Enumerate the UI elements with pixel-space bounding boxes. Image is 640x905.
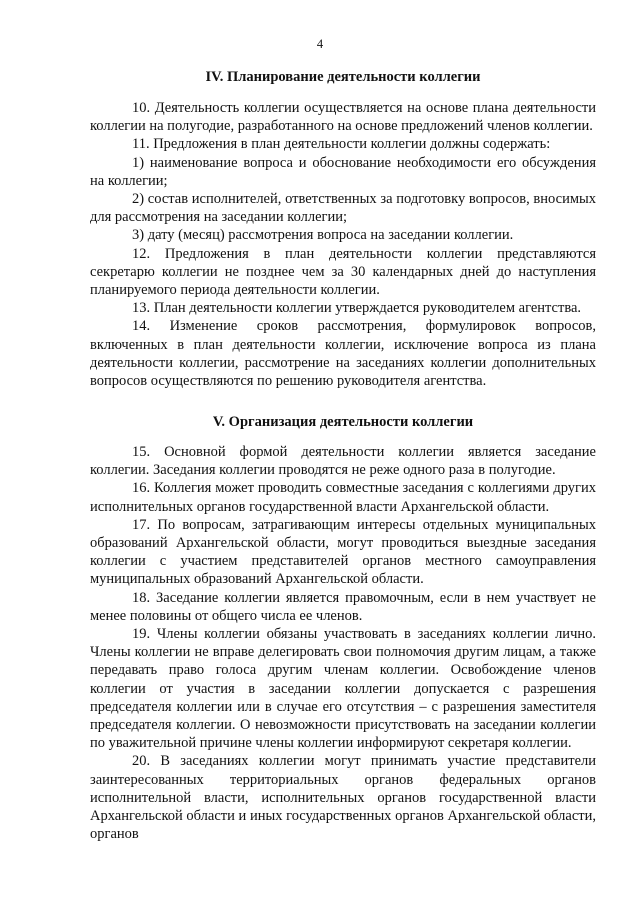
paragraph-20: 20. В заседаниях коллегии могут принимать участие представители заинтересованных территориальных органов федеральных органов исполнительной власти, исполнительных органов государственной власти Архангельской области и иных государственных органов Архангельской области, органов bbox=[90, 753, 596, 843]
paragraph-10: 10. Деятельность коллегии осуществляется на основе плана деятельности коллегии на полугодие, разработанного на основе предложений членов коллегии. bbox=[90, 100, 596, 135]
paragraph-11-item-1: 1) наименование вопроса и обоснование необходимости его обсуждения на коллегии; bbox=[90, 154, 596, 189]
section-organization-body bbox=[90, 443, 596, 843]
paragraph-15: 15. Основной формой деятельности коллегии является заседание коллегии. Заседания коллегии проводятся не реже одного раза в полугодие. bbox=[90, 444, 596, 479]
paragraph-17: 17. По вопросам, затрагивающим интересы отдельных муниципальных образований Архангельской области, могут проводиться выездные заседания коллегии с участием представителей органов местного самоуправления муниципальных образований Архангельской области. bbox=[90, 516, 596, 588]
paragraph-19: 19. Члены коллегии обязаны участвовать в заседаниях коллегии лично. Члены коллегии не вправе делегировать свои полномочия другим лицам, а также передавать право голоса другим членам коллегии. Освобождение членов коллегии от участия в заседании коллегии допускается с разрешения председателя коллегии или в случае его отсутствия – с разрешения заместителя председателя коллегии. О невозможности присутствовать на заседании коллегии по уважительной причине члены коллегии информируют секретаря коллегии. bbox=[90, 626, 596, 752]
paragraph-12: 12. Предложения в план деятельности коллегии представляются секретарю коллегии не позднее чем за 30 календарных дней до наступления планируемого периода деятельности коллегии. bbox=[90, 245, 596, 299]
paragraph-11-item-3: 3) дату (месяц) рассмотрения вопроса на заседании коллегии. bbox=[132, 227, 514, 244]
page-number: 4 bbox=[316, 37, 324, 51]
paragraph-11-item-2: 2) состав исполнителей, ответственных за подготовку вопросов, вносимых для рассмотрения на заседании коллегии; bbox=[90, 191, 596, 226]
paragraph-18: 18. Заседание коллегии является правомочным, если в нем участвует не менее половины от общего числа ее членов. bbox=[90, 589, 596, 624]
paragraph-16: 16. Коллегия может проводить совместные заседания с коллегиями других исполнительных органов государственной власти Архангельской области. bbox=[90, 480, 596, 515]
section-planning-body bbox=[90, 99, 596, 390]
section-heading-planning: IV. Планирование деятельности коллегии bbox=[205, 69, 481, 85]
paragraph-14: 14. Изменение сроков рассмотрения, формулировок вопросов, включенных в план деятельности коллегии, исключение вопроса из плана деятельности коллегии, рассмотрение на заседаниях коллегии дополнительных вопросов осуществляются по решению руководителя агентства. bbox=[90, 318, 596, 390]
paragraph-11: 11. Предложения в план деятельности коллегии должны содержать: bbox=[132, 136, 551, 153]
paragraph-13: 13. План деятельности коллегии утверждается руководителем агентства. bbox=[132, 300, 582, 317]
section-heading-organization: V. Организация деятельности коллегии bbox=[212, 414, 474, 430]
